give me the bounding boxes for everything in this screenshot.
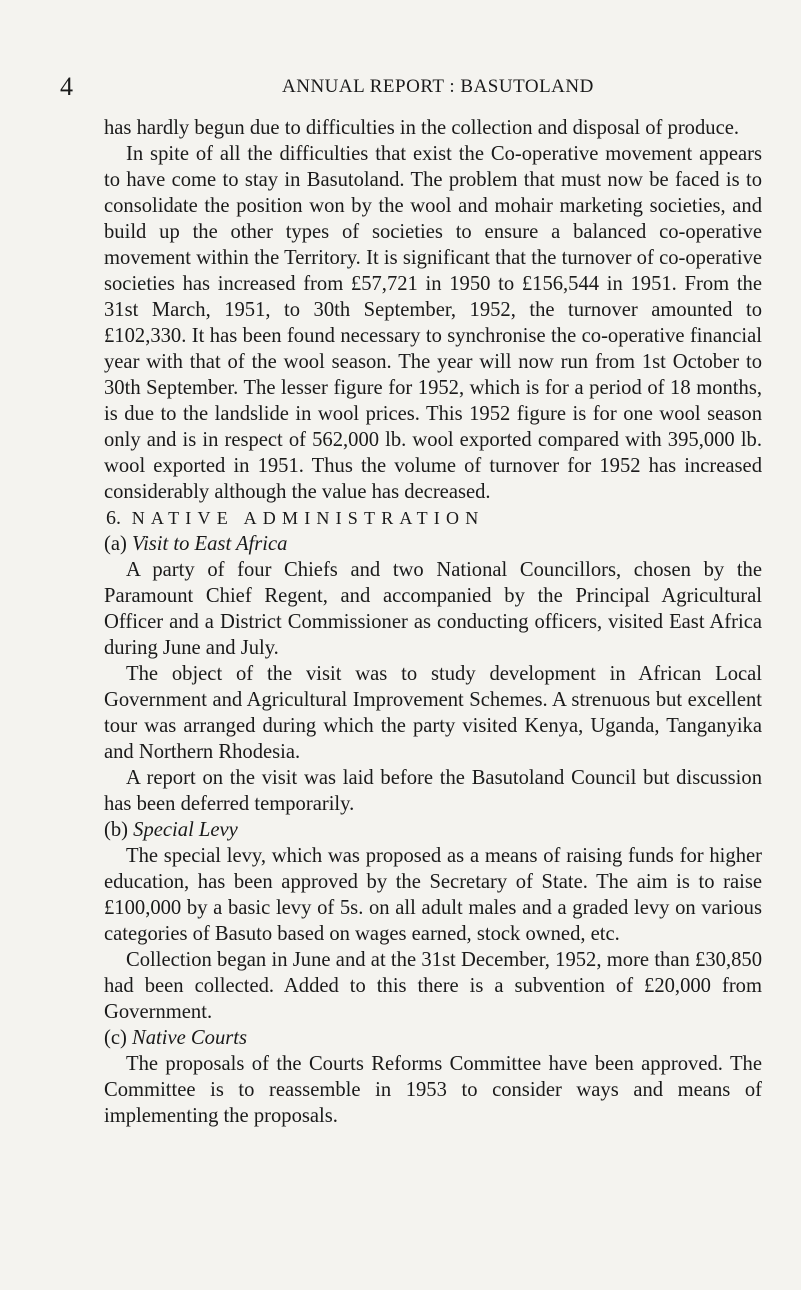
subsection-label: (c) (104, 1027, 127, 1049)
section-number: 6. (106, 507, 121, 529)
subsection-heading-c (104, 1025, 762, 1051)
co-operative-paragraph: In spite of all the difficulties that exist the Co-operative movement appears to have come to stay in Basutoland. The problem that must now be faced is to consolidate the position won by the wool and mohair marketing societies, and build up the other types of societies to ensure a balanced co-operative movement within the Territory. It is significant that the turnover of co-operative societies has increased from £57,721 in 1950 to £156,544 in 1951. From the 31st March, 1951, to 30th September, 1952, the turnover amounted to £102,330. It has been found necessary to synchronise the co-operative financial year with that of the wool season. The year will now run from 1st October to 30th September. The lesser figure for 1952, which is for a period of 18 months, is due to the landslide in wool prices. This 1952 figure is for one wool season only and is in respect of 562,000 lb. wool exported compared with 395,000 lb. wool exported in 1951. Thus the volume of turnover for 1952 has increased considerably although the value has decreased. (104, 143, 762, 503)
page-number: 4 (60, 72, 73, 101)
running-head (60, 72, 760, 102)
paragraph: The special levy, which was proposed as a means of raising funds for higher education, has been approved by the Secretary of State. The aim is to raise £100,000 by a basic levy of 5s. on all adult males and a graded levy on various categories of Basuto based on wages earned, stock owned, etc. (104, 845, 762, 945)
subsection-label: (b) (104, 819, 129, 841)
continued-paragraph: has hardly begun due to difficulties in the collection and disposal of produce. (104, 117, 740, 139)
paragraph: Collection began in June and at the 31st December, 1952, more than £30,850 had been collected. Added to this there is a subvention of £20,000 from Government. (104, 949, 762, 1023)
subsection-title: Visit to East Africa (132, 533, 288, 555)
paragraph: The proposals of the Courts Reforms Committee have been approved. The Committee is to reassemble in 1953 to consider ways and means of implementing the proposals. (104, 1053, 762, 1127)
subsection-heading-b (104, 817, 762, 843)
paragraph: A party of four Chiefs and two National Councillors, chosen by the Paramount Chief Regent, and accompanied by the Principal Agricultural Officer and a District Commissioner as conducting officers, visited East Africa during June and July. (104, 559, 762, 659)
subsection-title: Special Levy (133, 819, 238, 841)
subsection-label: (a) (104, 533, 127, 555)
section-heading (104, 505, 762, 531)
paragraph: The object of the visit was to study development in African Local Government and Agricultural Improvement Schemes. A strenuous but excellent tour was arranged during which the party visited Kenya, Uganda, Tanganyika and Northern Rhodesia. (104, 663, 762, 763)
paragraph: A report on the visit was laid before the Basutoland Council but discussion has been deferred temporarily. (104, 767, 762, 815)
section-title: NATIVE ADMINISTRATION (131, 508, 485, 528)
body-text (104, 115, 762, 1129)
subsection-heading-a (104, 531, 762, 557)
running-title: ANNUAL REPORT : BASUTOLAND (282, 76, 594, 97)
subsection-title: Native Courts (132, 1027, 248, 1049)
